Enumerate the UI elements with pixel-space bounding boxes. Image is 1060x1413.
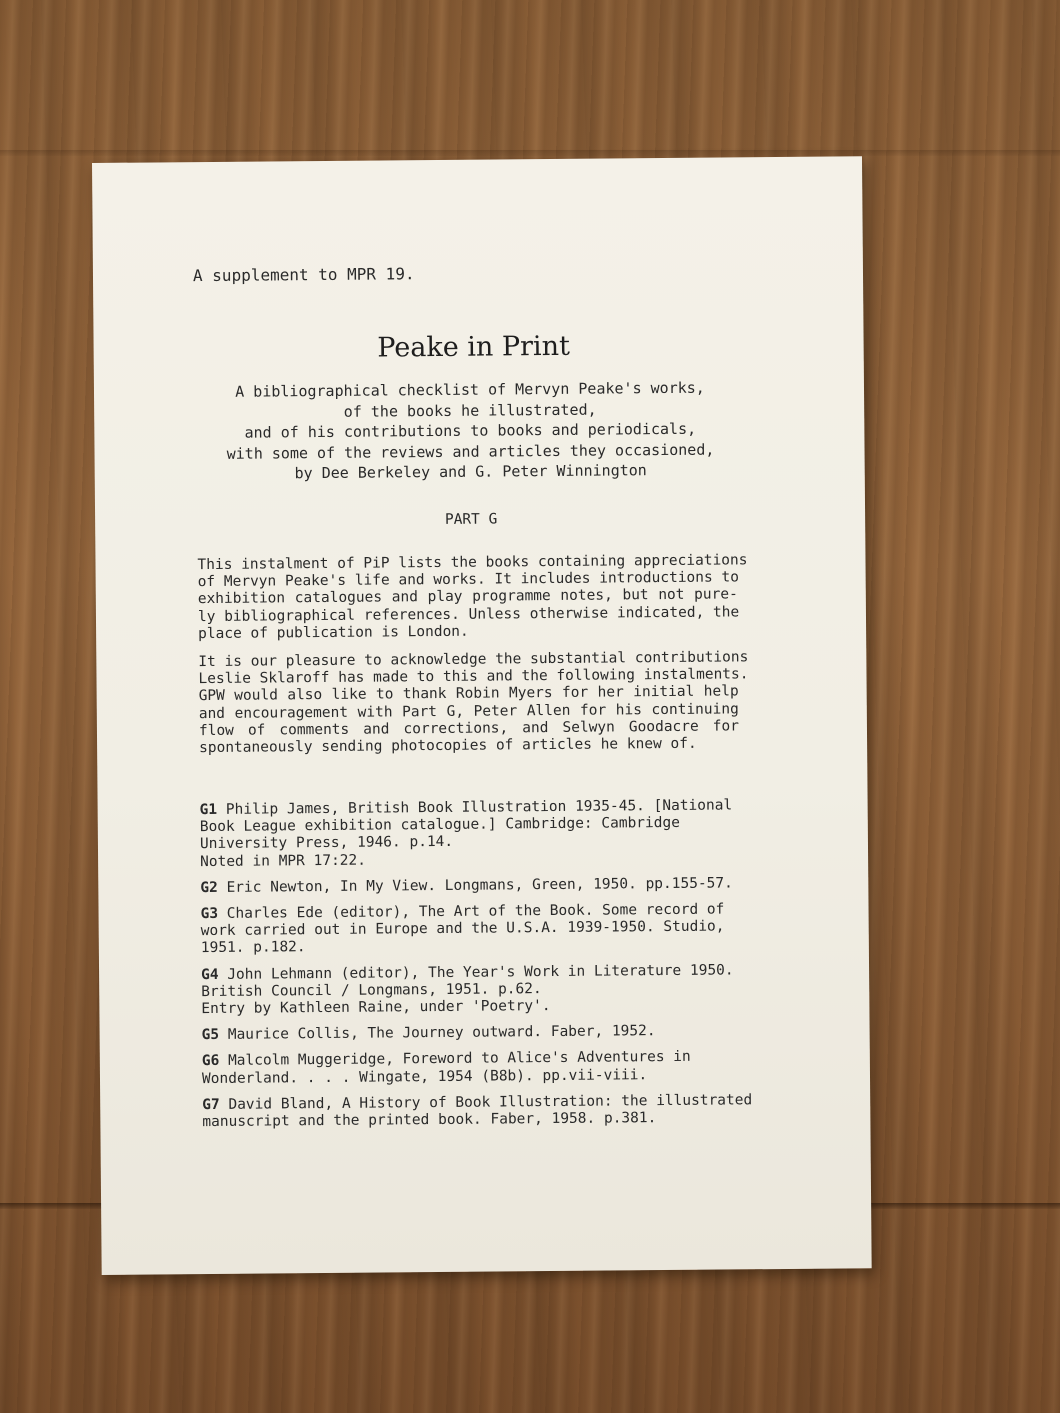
- list-item: [200, 797, 741, 871]
- intro-line: exhibition catalogues and play programme notes, but not pure-: [197, 586, 738, 608]
- entry-code: G3: [200, 905, 219, 923]
- entry-line: Eric Newton, In My View. Longmans, Green, 1950. pp.155-57.: [226, 875, 733, 896]
- subtitle-line: A bibliographical checklist of Mervyn Peake's works,: [235, 378, 705, 401]
- entry-line: Noted in MPR 17:22.: [200, 852, 367, 870]
- entry-line: Entry by Kathleen Raine, under 'Poetry'.: [201, 998, 551, 1018]
- list-item: [200, 901, 740, 957]
- entry-code: G7: [202, 1096, 220, 1113]
- ack-line: spontaneously sending photocopies of articles he knew of.: [199, 735, 697, 757]
- entry-line: Philip James, British Book Illustration 1935-45. [National: [225, 797, 733, 818]
- entry-code: G4: [201, 966, 219, 983]
- entry-code: G1: [199, 801, 218, 819]
- entry-line: Malcolm Muggeridge, Foreword to Alice's Adventures in: [227, 1049, 691, 1070]
- subtitle-line: with some of the reviews and articles they occasioned,: [226, 440, 715, 463]
- intro-line: place of publication is London.: [198, 623, 469, 642]
- supplement-note: A supplement to MPR 19.: [192, 264, 415, 286]
- ack-line: Leslie Sklaroff has made to this and the following instalments.: [198, 666, 749, 688]
- part-heading: PART G: [444, 511, 498, 528]
- entry-code: G6: [201, 1053, 220, 1070]
- entry-line: Charles Ede (editor), The Art of the Book. Some record of: [226, 901, 725, 922]
- ack-line: It is our pleasure to acknowledge the substantial contributions: [198, 649, 749, 671]
- entry-line: Wonderland. . . . Wingate, 1954 (B8b). pp.vii-viii.: [201, 1066, 648, 1087]
- subtitle-line: of the books he illustrated,: [343, 400, 597, 421]
- intro-line: ly bibliographical references. Unless otherwise indicated, the: [197, 603, 740, 625]
- list-item: [202, 1092, 753, 1131]
- entry-line: University Press, 1946. p.14.: [199, 834, 454, 853]
- entry-line: Maurice Collis, The Journey outward. Faber, 1952.: [227, 1023, 656, 1044]
- subtitle: [94, 376, 847, 485]
- entry-code: G5: [201, 1027, 220, 1044]
- list-item: [202, 1049, 742, 1088]
- entry-line: John Lehmann (editor), The Year's Work in Literature 1950.: [227, 962, 734, 983]
- document-page: [92, 156, 872, 1275]
- intro-line: This instalment of PiP lists the books containing appreciations: [197, 552, 748, 574]
- intro-paragraph: [197, 552, 748, 643]
- ack-line: and encouragement with Part G, Peter Allen for his continuing: [198, 700, 739, 722]
- list-item: [202, 1023, 742, 1045]
- subtitle-line: by Dee Berkeley and G. Peter Winnington: [294, 461, 647, 483]
- acknowledgement-paragraph: [198, 649, 749, 757]
- entry-line: David Bland, A History of Book Illustration: the illustrated: [228, 1092, 753, 1113]
- entry-code: G2: [200, 879, 218, 896]
- entry-line: work carried out in Europe and the U.S.A. 1939-1950. Studio,: [200, 918, 725, 940]
- ack-line: GPW would also like to thank Robin Myers for her initial help: [198, 683, 739, 705]
- entry-line: British Council / Longmans, 1951. p.62.: [201, 980, 542, 1000]
- intro-line: of Mervyn Peake's life and works. It includes introductions to: [197, 569, 739, 591]
- ack-line: flow of comments and corrections, and Selwyn Goodacre for: [198, 718, 740, 739]
- subtitle-line: and of his contributions to books and periodicals,: [244, 419, 697, 442]
- list-item: [201, 962, 741, 1018]
- entry-line: Book League exhibition catalogue.] Cambridge: Cambridge: [199, 815, 680, 836]
- entry-line: 1951. p.182.: [200, 939, 306, 957]
- entry-list: [199, 797, 753, 1140]
- entry-line: manuscript and the printed book. Faber, 1958. p.381.: [202, 1110, 657, 1131]
- page-title: Peake in Print: [377, 330, 571, 364]
- list-item: [200, 875, 740, 897]
- wood-seam-top: [0, 150, 1060, 156]
